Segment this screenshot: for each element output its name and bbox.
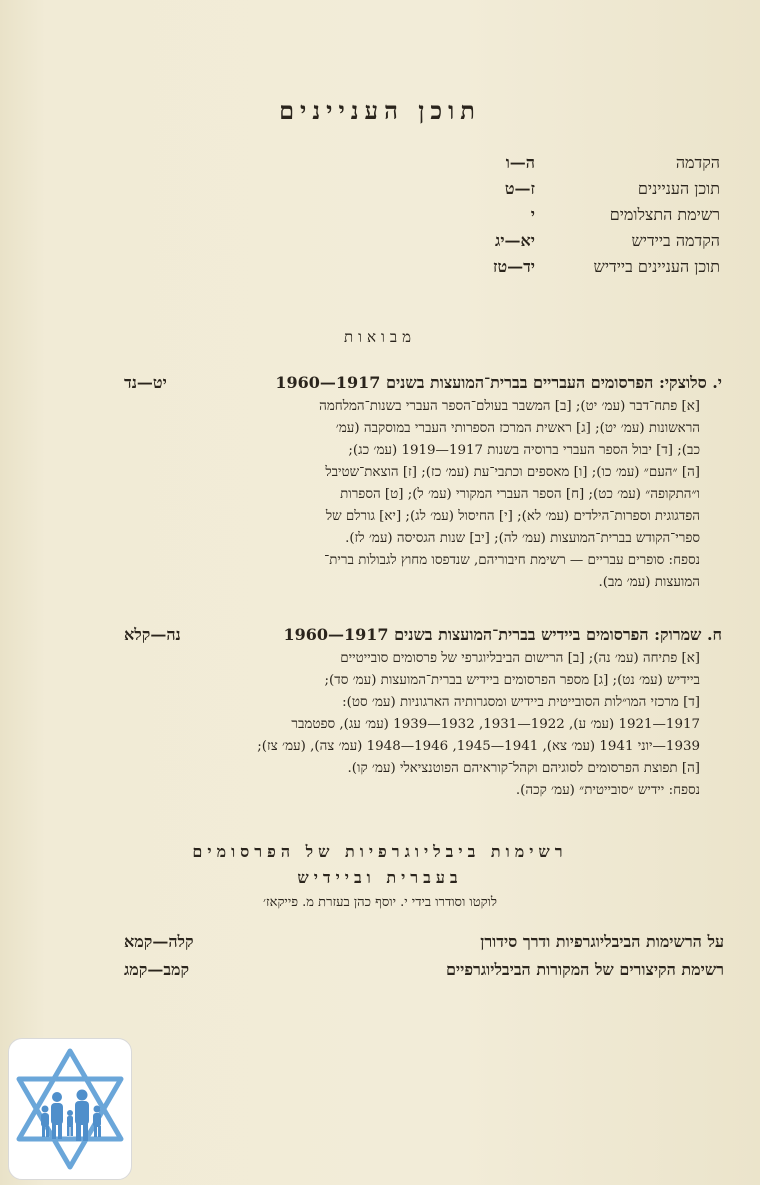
front-matter-item	[380, 176, 720, 202]
front-matter-item	[380, 150, 720, 176]
contents-line: כב); [ד] יבול הספר העברי ברוסיה בשנות 1917—1919 (עמ׳ כג);	[348, 443, 700, 458]
front-matter-item	[380, 202, 720, 228]
contents-line: נספח: יידיש ״סובייטית״ (עמ׳ קכה).	[515, 783, 700, 798]
contents-line: [ה] ״העם״ (עמ׳ כו); [ו] מאספים וכתבי־עת (עמ׳ כז); [ז] הוצאת־שטיבל	[325, 465, 700, 480]
section-shmeruk	[124, 622, 722, 802]
section-title: ח. שמרוק: הפרסומים ביידיש בברית־המועצות בשנים 1917—1960	[283, 625, 722, 644]
contents-line: ביידיש (עמ׳ נט); [ג] מספר הפרסומים ביידיש בברית־המועצות (עמ׳ סד);	[324, 673, 700, 688]
front-matter-item	[380, 254, 720, 280]
end-matter-pages: קלה—קמא	[124, 932, 194, 951]
contents-line: הפדגוגית וספרות־הילדים (עמ׳ לא); [י] החיסול (עמ׳ לג); [יא] גורלם של	[325, 509, 700, 524]
front-matter-pages: ה—ו	[505, 153, 535, 172]
contents-line: 1917—1921 (עמ׳ ע), 1922—1931, 1932—1939 (עמ׳ עג), ספטמבר	[291, 717, 700, 732]
section-contents	[124, 396, 700, 594]
contents-line: [א] פתיחה (עמ׳ נה); [ב] הרישום הביבליוגרפי של פרסומים סובייטיים	[340, 651, 700, 666]
front-matter-label: תוכן העניינים	[637, 179, 720, 198]
contents-line: [ה] תפוצת הפרסומים לסוגיהם וקהל־קוראיהם הפוטנציאלי (עמ׳ קו).	[347, 761, 700, 776]
contents-line: המועצות (עמ׳ מב).	[598, 575, 700, 590]
bibliographies-credit: לוקטו וסודרו בידי י. יוסף כהן בעזרת מ. פייקאז׳	[263, 895, 497, 910]
contents-line: הראשונות (עמ׳ יט); [ג] ראשית המרכז הספרותי העברי במוסקבה (עמ׳	[335, 421, 700, 436]
front-matter-label: הקדמה	[675, 153, 720, 172]
contents-line: 1939—יוני 1941 (עמ׳ צא), 1941—1945, 1946—1948 (עמ׳ צה), (עמ׳ צז);	[257, 739, 700, 754]
end-matter-pages: קמב—קמג	[124, 960, 190, 979]
introductions-heading: מבואות	[344, 328, 416, 346]
section-pages: יט—נד	[124, 373, 167, 392]
front-matter-pages: ז—ט	[504, 179, 535, 198]
end-matter-label: על הרשימות הביבליוגרפיות ודרך סידורן	[480, 932, 724, 951]
front-matter-pages: יד—טז	[492, 257, 535, 276]
front-matter-list	[380, 150, 720, 280]
contents-line: ספרי־הקודש בברית־המועצות (עמ׳ לה); [יב] שנות הגסיסה (עמ׳ לז).	[345, 531, 700, 546]
front-matter-item	[380, 228, 720, 254]
star-of-david-family-icon	[9, 1039, 131, 1179]
section-contents	[124, 648, 700, 802]
front-matter-label: תוכן העניינים ביידיש	[593, 257, 720, 276]
contents-line: [ד] מרכזי המו״לות הסובייטית ביידיש ומסגרותיה הארגוניות (עמ׳ סט):	[342, 695, 700, 710]
front-matter-label: רשימת התצלומים	[609, 205, 720, 224]
end-matter-label: רשימת הקיצורים של המקורות הביבליוגרפיים	[445, 960, 724, 979]
section-slutski	[124, 370, 722, 594]
contents-line: נספח: סופרים עבריים — רשימת חיבוריהם, שנדפסו מחוץ לגבולות ברית־	[324, 553, 700, 568]
bibliographies-title: רשימות ביבליוגרפיות של הפרסומים	[192, 842, 568, 861]
front-matter-label: הקדמה ביידיש	[631, 231, 720, 250]
bleed-through-marks	[722, 60, 760, 960]
end-matter-item	[124, 956, 724, 984]
end-matter-list	[124, 928, 724, 984]
section-pages: נה—קלא	[124, 625, 181, 644]
page-title: תוכן העניינים	[279, 96, 481, 125]
section-header	[124, 622, 722, 648]
front-matter-pages: י	[530, 205, 535, 224]
front-matter-pages: יא—יג	[495, 231, 535, 250]
section-header	[124, 370, 722, 396]
bibliographies-subtitle: בעברית וביידיש	[297, 868, 463, 887]
end-matter-item	[124, 928, 724, 956]
contents-line: [א] פתח־דבר (עמ׳ יט); [ב] המשבר בעולם־הספר העברי בשנות־המלחמה	[319, 399, 700, 414]
section-title: י. סלוצקי: הפרסומים העבריים בברית־המועצות בשנים 1917—1960	[275, 373, 722, 392]
contents-line: ו״התקופה״ (עמ׳ כט); [ח] הספר העברי המקורי (עמ׳ ל); [ט] הספרות	[340, 487, 700, 502]
watermark-logo	[8, 1038, 132, 1180]
